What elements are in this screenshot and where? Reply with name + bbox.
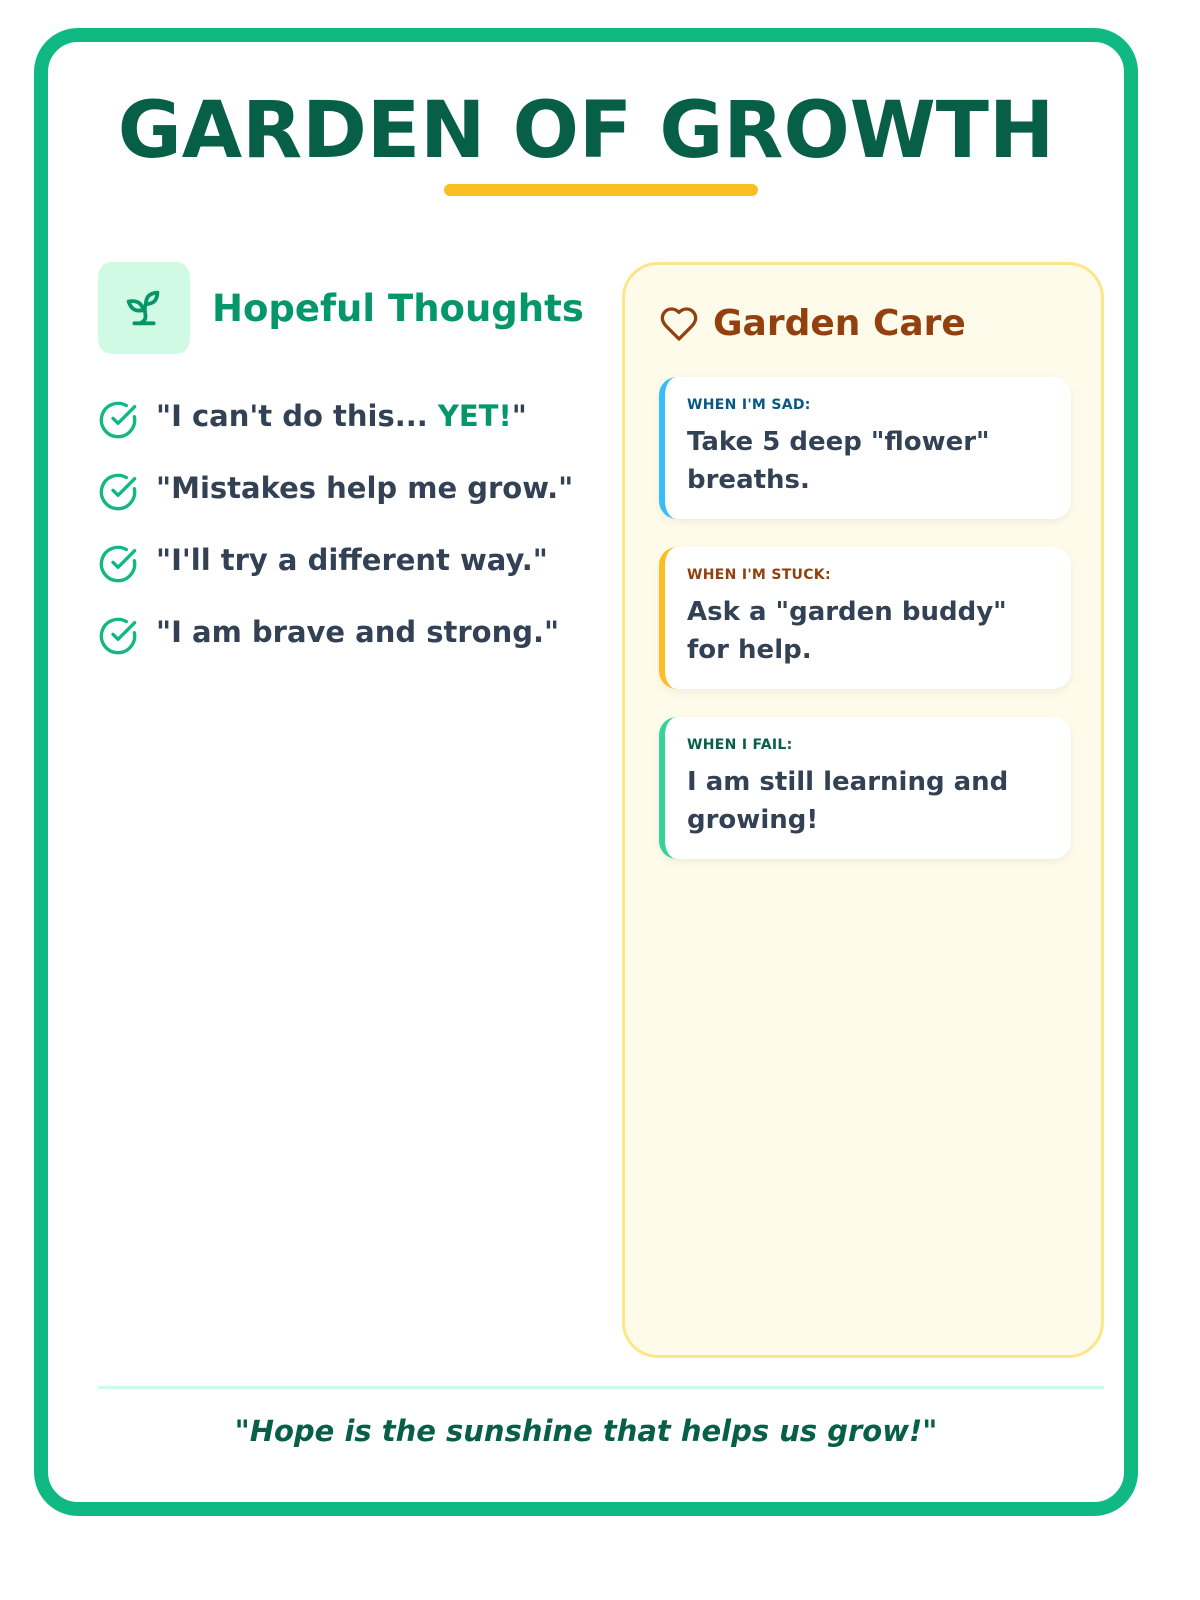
hopeful-thoughts-list [98, 394, 578, 682]
check-circle-icon [98, 400, 138, 440]
thought-text: "I'll try a different way." [156, 543, 548, 577]
sprout-icon [98, 262, 190, 354]
care-card-body: Ask a "garden buddy" for help. [687, 597, 1007, 665]
thought-text: "I am brave and strong." [156, 615, 560, 649]
page-title: GARDEN OF GROWTH [117, 86, 1055, 176]
heart-icon [659, 304, 699, 344]
garden-care-header [659, 303, 966, 344]
care-card-label: WHEN I FAIL: [687, 737, 793, 753]
garden-care-panel [622, 262, 1104, 1358]
thought-text: "Mistakes help me grow." [156, 471, 574, 505]
yet-highlight: YET! [437, 399, 512, 433]
title-underline [444, 184, 758, 196]
footer-quote: "Hope is the sunshine that helps us grow!" [234, 1414, 938, 1448]
hopeful-thoughts-title: Hopeful Thoughts [212, 286, 584, 330]
thought-item [98, 466, 578, 510]
care-card-body: Take 5 deep "flower" breaths. [687, 427, 990, 495]
thought-text: "I can't do this... YET!" [156, 399, 527, 433]
poster-frame [34, 28, 1138, 1516]
hopeful-thoughts-header [98, 262, 584, 354]
thought-item [98, 394, 578, 438]
care-card-sad [659, 377, 1071, 519]
care-card-body: I am still learning and growing! [687, 767, 1009, 835]
thought-item [98, 610, 578, 654]
garden-care-title: Garden Care [713, 303, 966, 344]
care-card-stuck [659, 547, 1071, 689]
thought-item [98, 538, 578, 582]
care-card-label: WHEN I'M STUCK: [687, 567, 831, 583]
care-card-label: WHEN I'M SAD: [687, 397, 811, 413]
check-circle-icon [98, 616, 138, 656]
care-card-fail [659, 717, 1071, 859]
check-circle-icon [98, 544, 138, 584]
footer-divider [98, 1386, 1104, 1389]
check-circle-icon [98, 472, 138, 512]
